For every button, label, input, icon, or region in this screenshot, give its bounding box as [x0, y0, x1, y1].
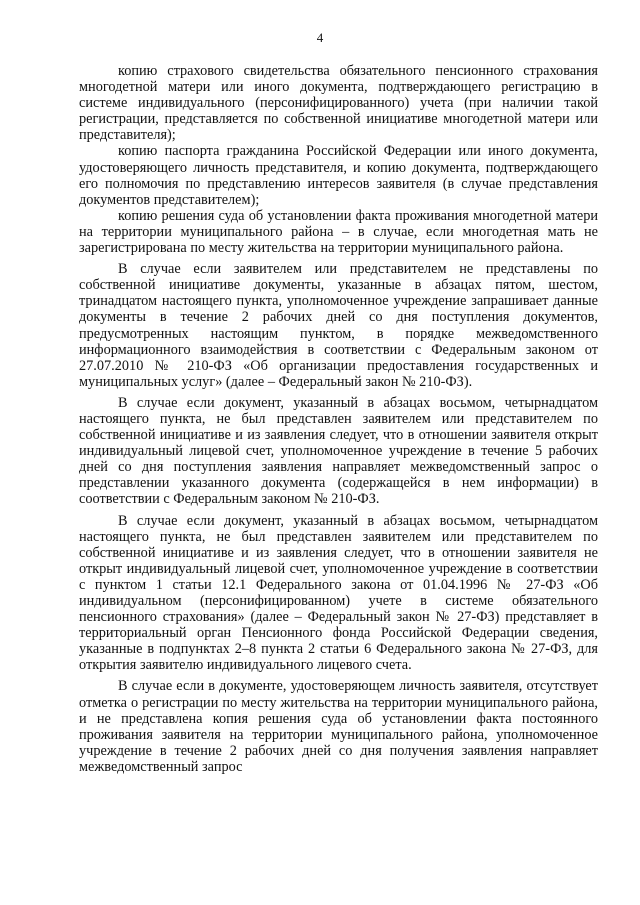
document-body — [79, 63, 598, 775]
paragraph-no-registration-mark: В случае если в документе, удостоверяющем личность заявителя, отсутствует отметка о регистрации по месту жительства на территории муниципального района, и не представлена копия решения суда об установлении факта постоянного проживания заявителя на территории муниципального района, уполномоченное учреждение в течение 2 рабочих дней со дня получения заявления направляет межведомственный запрос — [79, 678, 598, 775]
paragraph-individual-account-not-opened: В случае если документ, указанный в абзацах восьмом, четырнадцатом настоящего пункта, не был представлен заявителем или представителем по собственной инициативе и из заявления следует, что в отношении заявителя не открыт индивидуальный лицевой счет, уполномоченное учреждение в соответствии с пунктом 1 статьи 12.1 Федерального закона от 01.04.1996 № 27-ФЗ «Об индивидуальном (персонифицированном) учете в системе обязательного пенсионного страхования» (далее – Федеральный закон № 27-ФЗ) представляет в территориальный орган Пенсионного фонда Российской Федерации сведения, указанные в подпунктах 2–8 пункта 2 статьи 6 Федерального закона № 27-ФЗ, для открытия заявителю индивидуального лицевого счета. — [79, 512, 598, 674]
paragraph-individual-account-opened: В случае если документ, указанный в абзацах восьмом, четырнадцатом настоящего пункта, не был представлен заявителем или представителем по собственной инициативе и из заявления следует, что в отношении заявителя открыт индивидуальный лицевой счет, уполномоченное учреждение в течение 5 рабочих дней со дня поступления заявления направляет межведомственный запрос о представлении указанного документа (содержащейся в нем информации) в соответствии с Федеральным законом № 210-ФЗ. — [79, 394, 598, 508]
page-number: 4 — [316, 30, 324, 45]
paragraph-court-decision-copy: копию решения суда об установлении факта проживания многодетной матери на территории муниципального района – в случае, если многодетная мать не зарегистрирована по месту жительства на территории муниципального района. — [79, 207, 598, 257]
paragraph-pension-certificate-copy: копию страхового свидетельства обязательного пенсионного страхования многодетной матери или иного документа, подтверждающего регистрацию в системе индивидуального (персонифицированного) учета (при наличии такой регистрации, представляется по собственной инициативе многодетной матери или представителя); — [79, 63, 598, 144]
paragraph-interagency-request: В случае если заявителем или представителем не представлены по собственной инициативе документы, указанные в абзацах пятом, шестом, тринадцатом настоящего пункта, уполномоченное учреждение запрашивает данные документы в течение 2 рабочих дней со дня поступления документов, предусмотренных настоящим пунктом, в порядке межведомственного информационного взаимодействия в соответствии с Федеральным законом от 27.07.2010 № 210-ФЗ «Об организации предоставления государственных и муниципальных услуг» (далее – Федеральный закон № 210-ФЗ). — [79, 261, 598, 390]
paragraph-passport-copy: копию паспорта гражданина Российской Федерации или иного документа, удостоверяющего личность представителя, и копию документа, подтверждающего его полномочия по представлению интересов заявителя (в случае представления документов представителем); — [79, 143, 598, 208]
